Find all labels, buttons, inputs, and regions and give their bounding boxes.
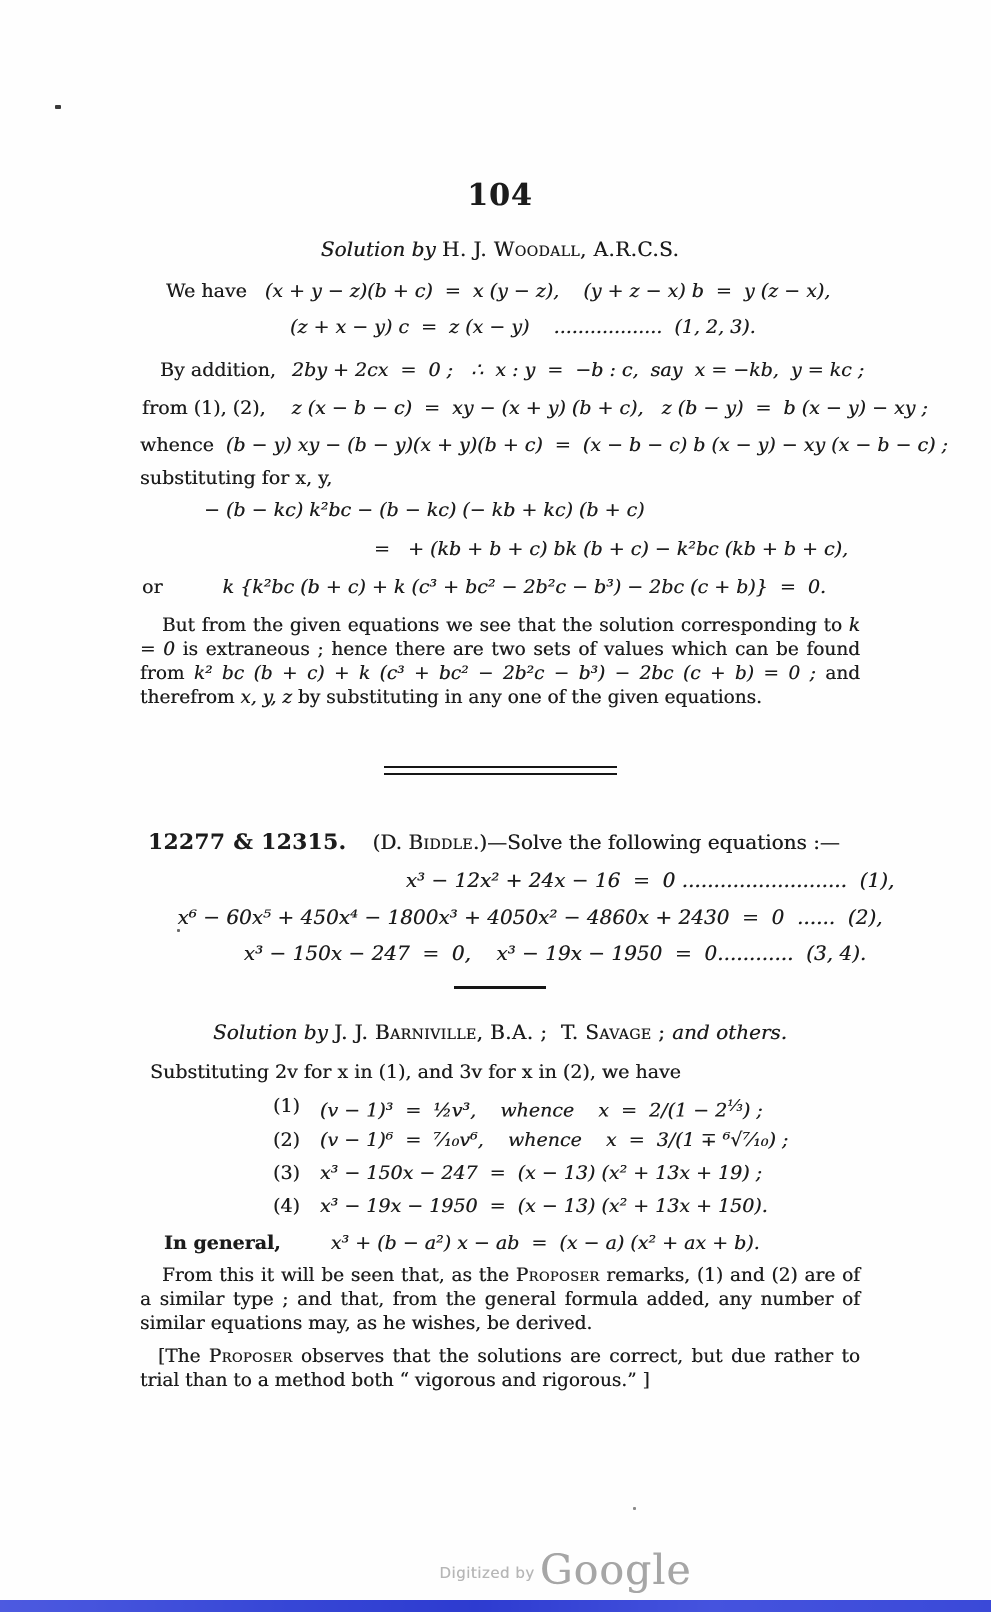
math-by-addition: 2by + 2cx = 0 ; ∴ x : y = −b : c, say x = −kb, y = kc ; xyxy=(291,359,865,381)
equation-line-123 xyxy=(140,314,991,340)
lead-in-general: In general, xyxy=(164,1232,281,1254)
closing-seg: by substituting in any one of the given equations. xyxy=(292,687,762,708)
step-math-part: (v − 1)³ = ½v³, whence x = 2/(1 − 2 xyxy=(319,1099,728,1122)
closing-seg: is extraneous ; hence there are two sets of values which can be found from xyxy=(140,639,860,684)
equation-line-from xyxy=(140,395,928,421)
problem-number: 12277 & 12315. xyxy=(148,830,347,855)
line-in-general xyxy=(140,1230,860,1256)
step-label: (3) xyxy=(273,1162,300,1184)
paragraph-remark xyxy=(140,1264,860,1336)
equation-line-by-addition xyxy=(140,357,865,383)
text-intro: Substituting 2v for x in (1), and 3v for x in (2), we have xyxy=(150,1061,681,1083)
text-substituting: substituting for x, y, xyxy=(140,467,333,489)
step-row-3 xyxy=(273,1160,991,1186)
scan-speck xyxy=(55,105,61,109)
paragraph-proposer-note xyxy=(140,1345,860,1393)
scan-speck xyxy=(633,1507,636,1510)
lead-or: or xyxy=(142,576,163,598)
note-proposer: Proposer xyxy=(208,1346,293,1367)
step-row-4 xyxy=(273,1193,991,1219)
step-label: (1) xyxy=(273,1095,300,1117)
closing-seg: But from the given equations we see that the solution corresponding to xyxy=(162,615,849,636)
remark-proposer: Proposer xyxy=(515,1265,600,1286)
note-seg: observes that the solutions are correct, but due rather to trial than to a method both “ vigorous and rigorous.” ] xyxy=(140,1346,860,1391)
byline-names: J. J. Barniville, B.A. ; T. Savage ; xyxy=(334,1020,673,1044)
exponent-fraction: ⅓ xyxy=(727,1096,743,1115)
short-divider xyxy=(140,986,860,989)
step-math: (v − 1)⁶ = ⁷⁄₁₀v⁶, whence x = 3/(1 ∓ ⁶√⁷⁄₁₀) ; xyxy=(319,1129,789,1151)
step-math: x³ − 150x − 247 = (x − 13) (x² + 13x + 19) ; xyxy=(319,1162,762,1184)
closing-math: k = 0 xyxy=(140,615,860,660)
equation-line-or xyxy=(140,574,860,600)
paragraph-but-from xyxy=(140,614,860,710)
problem-equation-1: x³ − 12x² + 24x − 16 = 0 .......................... (1), xyxy=(405,868,895,892)
equation-line-we-have xyxy=(140,278,860,304)
lead-from: from (1), (2), xyxy=(142,397,266,419)
step-label: (4) xyxy=(273,1195,300,1217)
byline-prefix: Solution by xyxy=(212,1020,335,1044)
line-substituting xyxy=(140,465,860,491)
math-from: z (x − b − c) = xy − (x + y) (b + c), z (b − y) = b (x − y) − xy ; xyxy=(291,397,928,419)
digitized-by-label: Digitized by xyxy=(439,1564,540,1582)
math-display-2: = + (kb + b + c) bk (b + c) − k²bc (kb + b + c), xyxy=(374,538,848,560)
step-math xyxy=(320,1093,763,1124)
closing-math: k² bc (b + c) + k (c³ + bc² − 2b²c − b³) − 2bc (c + b) = 0 ; xyxy=(193,663,816,684)
bottom-scan-bar xyxy=(0,1600,991,1612)
proposer-pre: (D. xyxy=(372,830,409,854)
byline-suffix: and others. xyxy=(672,1020,788,1044)
closing-math: x, y, z xyxy=(240,687,293,708)
step-label: (2) xyxy=(273,1129,300,1151)
math-eq123: (z + x − y) c = z (x − y) .................. (1, 2, 3). xyxy=(290,316,756,338)
closing-seg: and therefrom xyxy=(140,663,860,708)
proposer-name: Biddle xyxy=(408,830,473,854)
double-rule xyxy=(384,766,617,775)
solution-byline-barniville xyxy=(140,1019,860,1045)
math-in-general: x³ + (b − a²) x − ab = (x − a) (x² + ax + b). xyxy=(330,1232,760,1254)
display-equation-2 xyxy=(140,536,860,562)
section-divider xyxy=(140,766,860,775)
problem-heading xyxy=(140,829,860,856)
page-number: 104 xyxy=(467,178,533,213)
math-we-have: (x + y − z)(b + c) = x (y − z), (y + z − x) b = y (z − x), xyxy=(264,280,831,302)
math-or: k {k²bc (b + c) + k (c³ + bc² − 2b²c − b³) − 2bc (c + b)} = 0. xyxy=(222,576,826,598)
lead-by-addition: By addition, xyxy=(160,359,276,381)
math-display-1: − (b − kc) k²bc − (b − kc) (− kb + kc) (b + c) xyxy=(204,499,645,521)
step-row-1 xyxy=(273,1093,991,1124)
proposer-post: .)—Solve the following equations :— xyxy=(472,830,840,854)
equation-line-whence xyxy=(140,432,948,458)
problem-equation-2: x⁶ − 60x⁵ + 450x⁴ − 1800x³ + 4050x² − 4860x + 2430 = 0 ...... (2), xyxy=(177,905,883,929)
google-logo: Google xyxy=(539,1546,692,1594)
lead-we-have: We have xyxy=(166,280,247,302)
line-substituting-2v xyxy=(140,1059,860,1085)
short-rule xyxy=(454,986,546,989)
lead-whence: whence xyxy=(140,434,214,456)
note-seg: [The xyxy=(158,1346,209,1367)
step-math: x³ − 19x − 1950 = (x − 13) (x² + 13x + 150). xyxy=(319,1195,768,1217)
step-math-part: ) ; xyxy=(742,1099,763,1122)
display-equation-1 xyxy=(140,497,860,523)
math-whence: (b − y) xy − (b − y)(x + y)(b + c) = (x − b − c) b (x − y) − xy (x − b − c) ; xyxy=(225,434,948,456)
solution-byline-woodall xyxy=(140,236,860,262)
remark-seg: remarks, (1) and (2) are of a similar type ; and that, from the general formula added, any number of similar equations may, as he wishes, be derived. xyxy=(140,1265,860,1334)
google-watermark xyxy=(0,1546,991,1594)
remark-seg: From this it will be seen that, as the xyxy=(162,1265,516,1286)
byline-prefix: Solution by xyxy=(320,237,442,261)
step-row-2 xyxy=(273,1127,991,1153)
byline-name: H. J. Woodall, A.R.C.S. xyxy=(442,237,680,261)
problem-equation-3-4: x³ − 150x − 247 = 0, x³ − 19x − 1950 = 0............ (3, 4). xyxy=(243,941,867,965)
